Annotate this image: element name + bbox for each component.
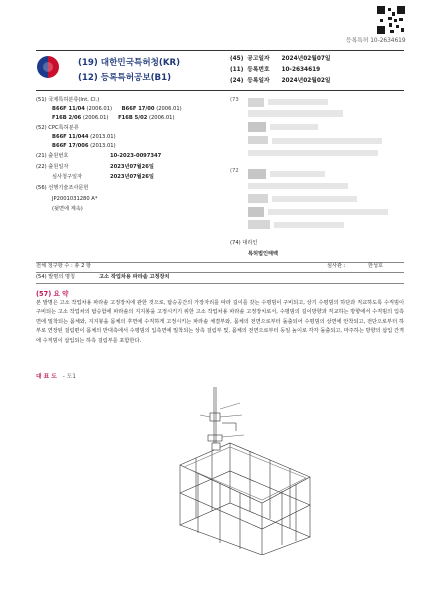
top-doc-number: 등록특허 10-2634619 xyxy=(346,38,406,44)
redacted-block xyxy=(272,138,382,144)
application-number-value: 10-2023-0097347 xyxy=(110,153,162,159)
redacted-block xyxy=(248,220,270,229)
examiner-label: 심사관 : xyxy=(327,263,346,269)
header-row-24: (24) 등록일자 2024년02월02일 xyxy=(230,78,331,84)
agent-label: (74) 대리인 xyxy=(230,240,258,246)
qr-code xyxy=(377,6,405,34)
header-row-11: (11) 등록번호 10-2634619 xyxy=(230,67,321,73)
redacted-block xyxy=(268,99,328,105)
ipc-title: (51) 국제특허분류(Int. Cl.) xyxy=(36,97,100,103)
application-date-label: (22) 출원일자 xyxy=(36,164,69,170)
cpc-line-2: B66F 17/006 (2013.01) xyxy=(52,143,116,149)
ipc-line-1: B66F 11/04 (2006.01) B66F 17/00 (2006.01) xyxy=(52,106,182,112)
patent-drawing-figure-1 xyxy=(170,385,330,555)
header-row-45: (45) 공고일자 2024년02월07일 xyxy=(230,56,331,62)
examiner-name: 한성호 xyxy=(368,263,384,269)
prior-art-continued: (뒷면에 계속) xyxy=(52,206,83,212)
redacted-block xyxy=(270,124,318,130)
code-73: (73 xyxy=(230,97,239,103)
agent-name: 특허법인태백 xyxy=(248,251,279,257)
publication-type: (12) 등록특허공보(B1) xyxy=(78,73,172,83)
cpc-title: (52) CPC특허분류 xyxy=(36,125,79,131)
kipo-emblem xyxy=(37,56,59,78)
redacted-block xyxy=(248,136,268,144)
redacted-block xyxy=(248,183,348,189)
code-72: (72 xyxy=(230,168,239,174)
cpc-line-1: B66F 11/044 (2013.01) xyxy=(52,134,116,140)
claims-count: 전체 청구항 수 : 총 2 항 xyxy=(36,263,92,269)
invention-title-label: (54) 발명의 명칭 xyxy=(36,274,76,280)
ipc-line-2: F16B 2/06 (2006.01) F16B 5/02 (2006.01) xyxy=(52,115,175,121)
abstract-text: 본 발명은 고소 작업차용 파라솔 고정장치에 관한 것으로, 탑승공간의 가장자리를 따라 길이를 갖는 수평빔이 구비되고, 상기 수평빔의 하단과 직교하도록 수직빔이 구비되는 고소 작업차의 탑승함에 파라솔의 지지봉을 고정시키기 위한 고소 작업차용 파라솔 고정장치로서, 수평빔의 길이방향과 직교하는 방향에서 수직빔의 입측면에 밀착되는 몸체와, 지지봉을 몸체의 후면에 수직하게 고정시키는 파라솔 체결부와, 몸체의 전면으로부터 돌출되어 수평빔의 상면에 안착되고, 전단으로부터 하부로 연장된 걸림편이 몸체의 반대측에서 수평빔의 입측면에 밀착되는 상측 걸림부 및, 몸체의 전면으로부터 동일 높이로 각각 돌출되고, 마주하는 방향의 삽입 간격에 수직빔이 삽입되는 하측 걸림부를 포함한다. xyxy=(36,300,404,344)
redacted-block xyxy=(274,222,344,228)
redacted-block xyxy=(270,171,325,177)
redacted-block xyxy=(248,122,266,132)
redacted-block xyxy=(248,150,378,156)
exam-request-label: 심사청구일자 xyxy=(52,174,83,180)
exam-request-value: 2023년07월26일 xyxy=(110,174,154,180)
redacted-block xyxy=(272,196,357,202)
representative-figure: 대 표 도 - 도1 xyxy=(36,374,76,380)
redacted-block xyxy=(248,207,264,217)
redacted-block xyxy=(248,110,343,117)
office-label: (19) 대한민국특허청(KR) xyxy=(78,58,181,68)
application-number-label: (21) 출원번호 xyxy=(36,153,69,159)
prior-art-line: JP2001031280 A* xyxy=(52,196,98,202)
prior-art-title: (56) 선행기술조사문헌 xyxy=(36,185,89,191)
application-date-value: 2023년07월26일 xyxy=(110,164,154,170)
redacted-block xyxy=(248,169,266,179)
abstract-heading: (57) 요 약 xyxy=(36,290,69,298)
invention-title: 고소 작업차용 파라솔 고정장치 xyxy=(99,274,170,280)
redacted-block xyxy=(268,209,388,215)
redacted-block xyxy=(248,98,264,107)
redacted-block xyxy=(248,194,268,203)
